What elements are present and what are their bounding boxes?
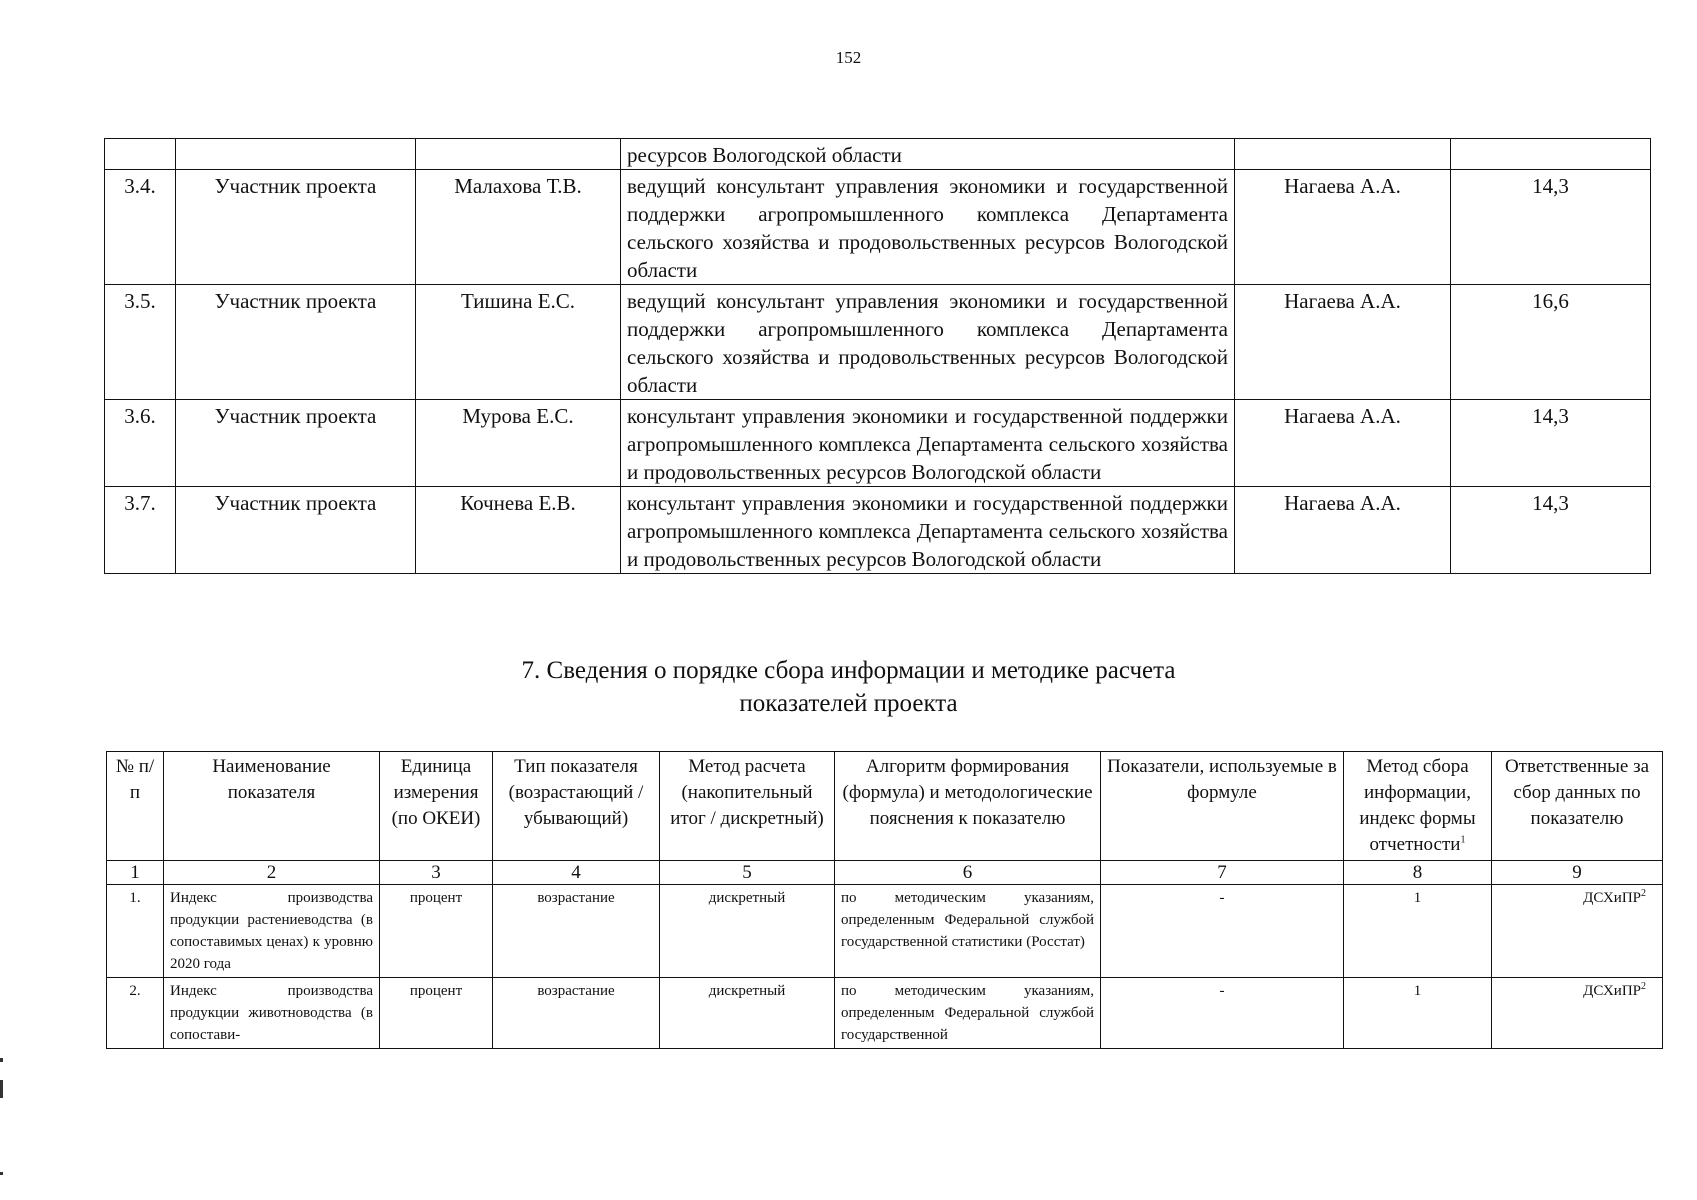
column-number: 6 — [835, 861, 1101, 885]
table-header-row — [107, 752, 1663, 861]
column-number: 3 — [380, 861, 493, 885]
indicator-collection: 1 — [1344, 885, 1492, 978]
table-row — [107, 978, 1663, 1049]
participant-supervisor: Нагаева А.А. — [1235, 400, 1451, 487]
participant-position: ведущий консультант управления экономики и государственной поддержки агропромышленного комплекса Департамента сельского хозяйства и продовольственных ресурсов Вологодской области — [621, 170, 1235, 285]
participant-percent: 14,3 — [1451, 170, 1651, 285]
row-number: 3.6. — [105, 400, 176, 487]
table-row — [105, 170, 1651, 285]
indicator-used: - — [1101, 978, 1344, 1049]
header-name: Наименование показателя — [164, 752, 380, 861]
indicator-collection: 1 — [1344, 978, 1492, 1049]
participant-name: Кочнева Е.В. — [416, 487, 621, 574]
header-calc-method: Метод расчета (накопительный итог / дискретный) — [660, 752, 835, 861]
participant-percent: 14,3 — [1451, 487, 1651, 574]
indicator-name: Индекс производства продукции растениеводства (в сопоставимых ценах) к уровню 2020 года — [164, 885, 380, 978]
participant-position: ведущий консультант управления экономики и государственной поддержки агропромышленного комплекса Департамента сельского хозяйства и продовольственных ресурсов Вологодской области — [621, 285, 1235, 400]
table-cell — [176, 139, 416, 170]
scan-margin-mark — [0, 1172, 3, 1175]
table-row — [105, 285, 1651, 400]
section-title-line: 7. Сведения о порядке сбора информации и методике расчета — [521, 657, 1176, 684]
header-num: № п/п — [107, 752, 164, 861]
responsible-label: ДСХиПР — [1583, 983, 1641, 999]
section-title — [0, 654, 1697, 720]
footnote-mark: 2 — [1641, 888, 1646, 899]
participant-percent: 14,3 — [1451, 400, 1651, 487]
header-responsible: Ответственные за сбор данных по показателю — [1492, 752, 1663, 861]
indicator-calc-method: дискретный — [660, 885, 835, 978]
column-number: 8 — [1344, 861, 1492, 885]
participant-role: Участник проекта — [176, 400, 416, 487]
indicator-unit: процент — [380, 885, 493, 978]
column-number: 2 — [164, 861, 380, 885]
header-type: Тип показателя (возрастающий / убывающий) — [493, 752, 660, 861]
participant-name: Малахова Т.В. — [416, 170, 621, 285]
page-number: 152 — [835, 48, 862, 67]
indicator-calc-method: дискретный — [660, 978, 835, 1049]
column-number: 5 — [660, 861, 835, 885]
participant-role: Участник проекта — [176, 285, 416, 400]
table-cell — [1235, 139, 1451, 170]
scan-margin-mark — [0, 1058, 3, 1062]
header-collection-method — [1344, 752, 1492, 861]
participant-role: Участник проекта — [176, 170, 416, 285]
table-row — [105, 139, 1651, 170]
table-cell — [416, 139, 621, 170]
participant-role: Участник проекта — [176, 487, 416, 574]
participants-table — [104, 138, 1651, 574]
indicator-responsible — [1492, 885, 1663, 978]
indicator-name: Индекс производства продукции животноводства (в сопостави- — [164, 978, 380, 1049]
participant-percent: 16,6 — [1451, 285, 1651, 400]
indicator-number: 1. — [107, 885, 164, 978]
participant-supervisor: Нагаева А.А. — [1235, 285, 1451, 400]
table-cell — [1451, 139, 1651, 170]
participant-name: Тишина Е.С. — [416, 285, 621, 400]
participant-position: консультант управления экономики и государственной поддержки агропромышленного комплекса Департамента сельского хозяйства и продовольственных ресурсов Вологодской области — [621, 487, 1235, 574]
header-unit: Единица измерения (по ОКЕИ) — [380, 752, 493, 861]
participant-supervisor: Нагаева А.А. — [1235, 170, 1451, 285]
row-number: 3.4. — [105, 170, 176, 285]
header-collection-label: Метод сбора информации, индекс формы отчетности — [1359, 756, 1476, 855]
indicators-table — [106, 751, 1663, 1049]
indicator-type: возрастание — [493, 885, 660, 978]
table-row — [105, 487, 1651, 574]
column-number: 1 — [107, 861, 164, 885]
position-carry-over: ресурсов Вологодской области — [621, 139, 1235, 170]
column-number: 7 — [1101, 861, 1344, 885]
scan-margin-mark — [0, 1080, 3, 1098]
indicator-unit: процент — [380, 978, 493, 1049]
section-title-line: показателей проекта — [739, 690, 958, 717]
indicator-type: возрастание — [493, 978, 660, 1049]
column-number: 9 — [1492, 861, 1663, 885]
table-row — [107, 885, 1663, 978]
header-used-indicators: Показатели, используемые в формуле — [1101, 752, 1344, 861]
indicator-algorithm: по методическим указаниям, определенным Федеральной службой государственной — [835, 978, 1101, 1049]
participant-position: консультант управления экономики и государственной поддержки агропромышленного комплекса Департамента сельского хозяйства и продовольственных ресурсов Вологодской области — [621, 400, 1235, 487]
table-cell — [105, 139, 176, 170]
indicator-algorithm: по методическим указаниям, определенным Федеральной службой государственной статистики (Росстат) — [835, 885, 1101, 978]
responsible-label: ДСХиПР — [1583, 890, 1641, 906]
row-number: 3.7. — [105, 487, 176, 574]
table-row — [105, 400, 1651, 487]
row-number: 3.5. — [105, 285, 176, 400]
indicator-responsible — [1492, 978, 1663, 1049]
participant-name: Мурова Е.С. — [416, 400, 621, 487]
indicator-used: - — [1101, 885, 1344, 978]
footnote-mark: 1 — [1460, 834, 1466, 846]
column-numbers-row — [107, 861, 1663, 885]
participant-supervisor: Нагаева А.А. — [1235, 487, 1451, 574]
header-algorithm: Алгоритм формирования (формула) и методологические пояснения к показателю — [835, 752, 1101, 861]
footnote-mark: 2 — [1641, 981, 1646, 992]
indicator-number: 2. — [107, 978, 164, 1049]
column-number: 4 — [493, 861, 660, 885]
